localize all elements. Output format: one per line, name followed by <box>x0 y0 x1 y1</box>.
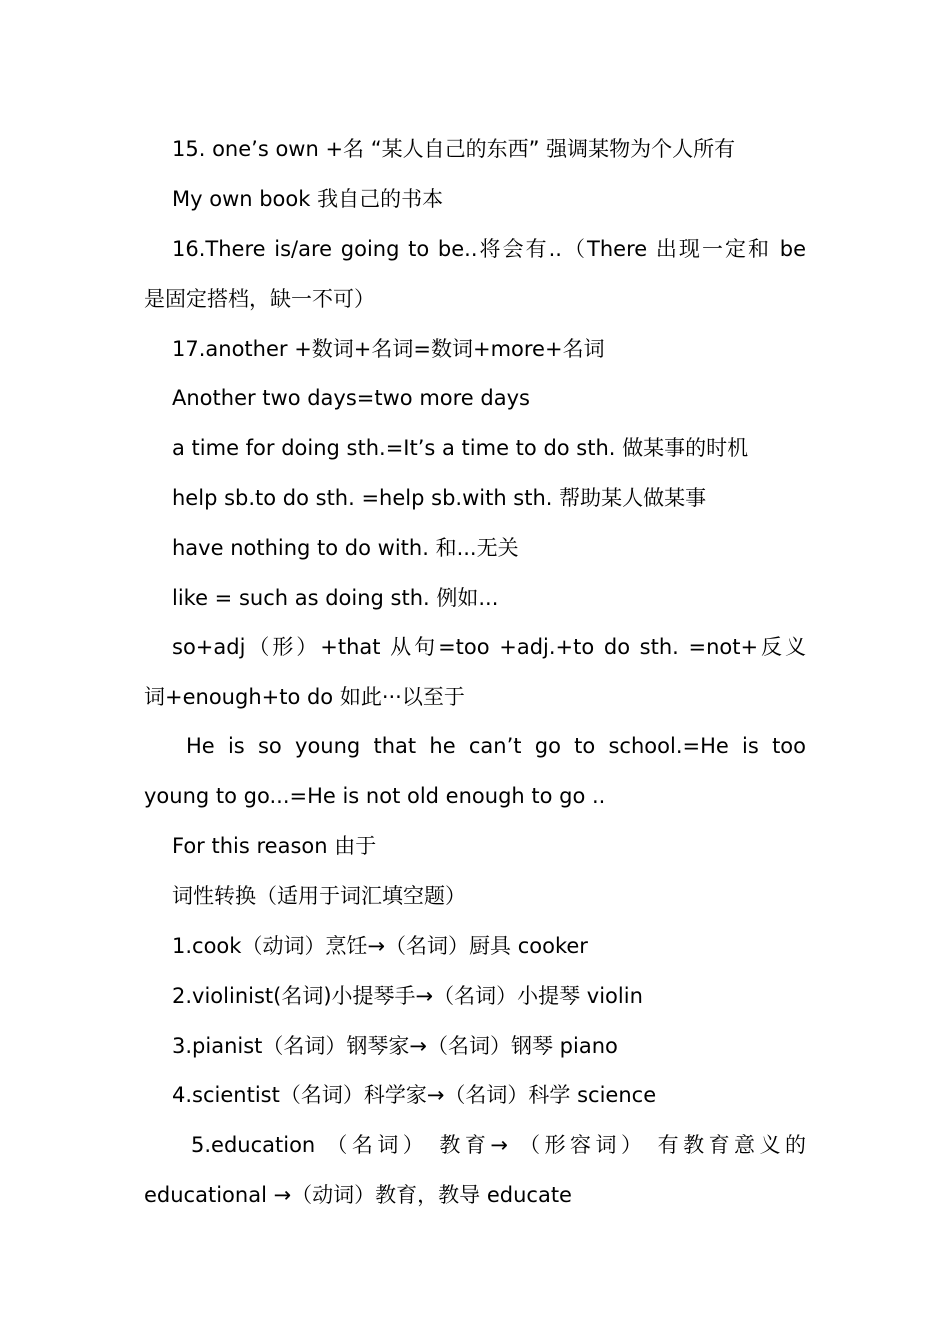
text-line-15: For this reason 由于 <box>172 834 377 858</box>
text-line-1: 15. one’s own +名 “某人自己的东西” 强调某物为个人所有 <box>172 137 736 161</box>
text-line-6: Another two days=two more days <box>172 386 530 410</box>
text-line-17: 1.cook（动词）烹饪→（名词）厨具 cooker <box>172 934 588 958</box>
text-line-21: 5.education （名词） 教育→ （形容词） 有教育意义的 <box>191 1133 806 1157</box>
text-line-10: like = such as doing sth. 例如... <box>172 586 499 610</box>
text-line-9: have nothing to do with. 和...无关 <box>172 536 519 560</box>
text-line-2: My own book 我自己的书本 <box>172 187 444 211</box>
text-line-11: so+adj（形）+that 从句=too +adj.+to do sth. =not+反义 <box>172 635 806 659</box>
text-line-13: He is so young that he can’t go to school.=He is too <box>186 734 806 758</box>
text-line-14: young to go...=He is not old enough to go .. <box>144 784 606 808</box>
text-line-8: help sb.to do sth. =help sb.with sth. 帮助某人做某事 <box>172 486 707 510</box>
text-line-3: 16.There is/are going to be..将会有..（There 出现一定和 be <box>172 237 806 261</box>
text-line-12: 词+enough+to do 如此···以至于 <box>144 685 465 709</box>
text-line-18: 2.violinist(名词)小提琴手→（名词）小提琴 violin <box>172 984 643 1008</box>
text-line-19: 3.pianist（名词）钢琴家→（名词）钢琴 piano <box>172 1034 618 1058</box>
text-line-4: 是固定搭档，缺一不可） <box>144 287 375 311</box>
text-line-22: educational →（动词）教育，教导 educate <box>144 1183 572 1207</box>
text-line-5: 17.another +数词+名词=数词+more+名词 <box>172 337 605 361</box>
text-line-7: a time for doing sth.=It’s a time to do sth. 做某事的时机 <box>172 436 749 460</box>
text-line-20: 4.scientist（名词）科学家→（名词）科学 science <box>172 1083 657 1107</box>
text-line-16: 词性转换（适用于词汇填空题） <box>172 884 466 908</box>
